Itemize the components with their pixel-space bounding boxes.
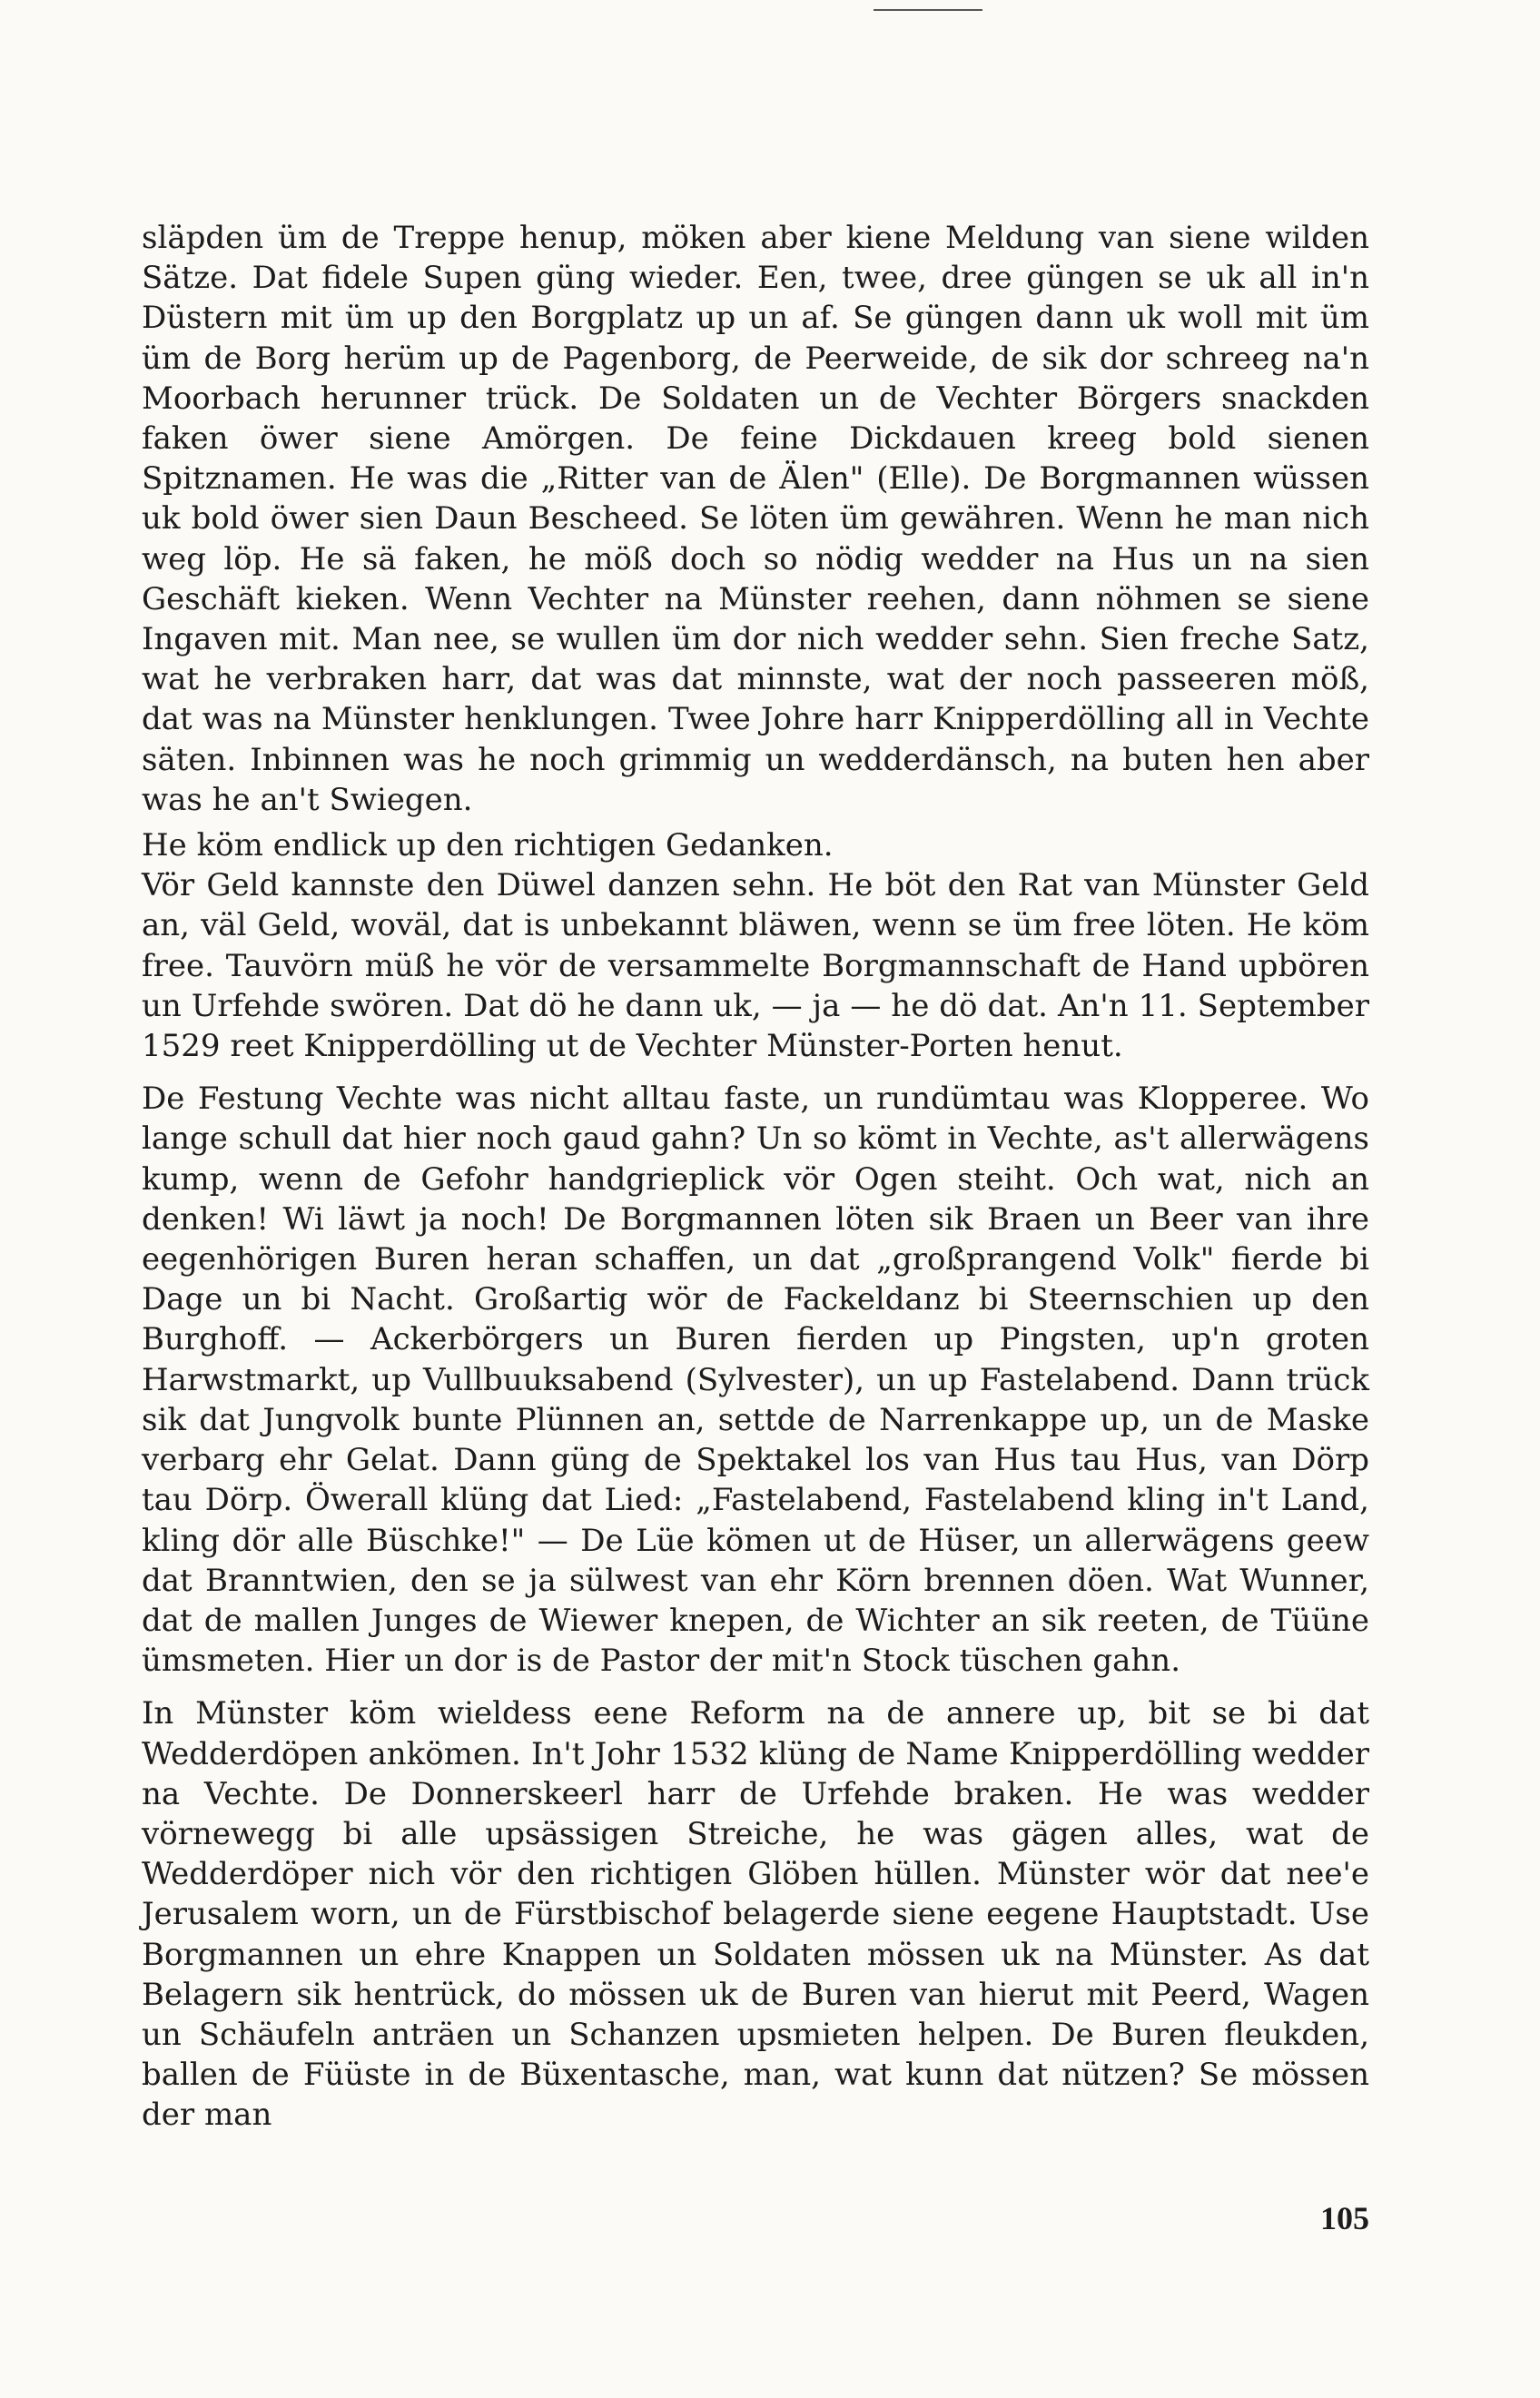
paragraph-4: De Festung Vechte was nicht alltau faste, un rundümtau was Klopperee. Wo lange schull dat hier noch gaud gahn? Un so kömt in Vechte, as't allerwägens kump, wenn de Gefohr handgrieplick vör Ogen steiht. Och wat, nich an denken! Wi läwt ja noch! De Borgmannen löten sik Braen un Beer van ihre eegenhörigen Buren heran schaffen, un dat „großprangend Volk" fierde bi Dage un bi Nacht. Großartig wör de Fackeldanz bi Steernschien up den Burghoff. — Ackerbörgers un Buren fierden up Pingsten, up'n groten Harwstmarkt, up Vullbuuksabend (Sylvester), un up Fastelabend. Dann trück sik dat Jungvolk bunte Plünnen an, settde de Narrenkappe up, un de Maske verbarg ehr Gelat. Dann güng de Spektakel los van Hus tau Hus, van Dörp tau Dörp. Öwerall klüng dat Lied: „Fastelabend, Fastelabend kling in't Land, kling dör alle Büschke!" — De Lüe kömen ut de Hüser, un allerwägens geew dat Branntwien, den se ja sülwest van ehr Körn brennen döen. Wat Wunner, dat de mallen Junges de Wiewer knepen, de Wichter an sik reeten, de Tüüne ümsmeten. Hier un dor is de Pastor der mit'n Stock tüschen gahn. bbox=[142, 1081, 1369, 1680]
top-rule bbox=[874, 9, 982, 11]
body-text bbox=[142, 218, 1369, 2136]
paragraph-1: släpden üm de Treppe henup, möken aber kiene Meldung van siene wilden Sätze. Dat fidele Supen güng wieder. Een, twee, dree güngen se uk all in'n Düstern mit üm up den Borgplatz up un af. Se güngen dann uk woll mit üm üm de Borg herüm up de Pagenborg, de Peerweide, de sik dor schreeg na'n Moorbach herunner trück. De Soldaten un de Vechter Börgers snackden faken öwer siene Amörgen. De feine Dickdauen kreeg bold sienen Spitznamen. He was die „Ritter van de Älen" (Elle). De Borgmannen wüssen uk bold öwer sien Daun Bescheed. Se löten üm gewähren. Wenn he man nich weg löp. He sä faken, he möß doch so nödig wedder na Hus un na sien Geschäft kieken. Wenn Vechter na Münster reehen, dann nöhmen se siene Ingaven mit. Man nee, se wullen üm dor nich wedder sehn. Sien freche Satz, wat he verbraken harr, dat was dat minnste, wat der noch passeeren möß, dat was na Münster henklungen. Twee Johre harr Knipperdölling all in Vechte säten. Inbinnen was he noch grimmig un wedderdänsch, na buten hen aber was he an't Swiegen. bbox=[142, 220, 1369, 818]
paragraph-2: He köm endlick up den richtigen Gedanken. bbox=[142, 827, 834, 864]
paragraph-5: In Münster köm wieldess eene Reform na de annere up, bit se bi dat Wedderdöpen ankömen. In't Johr 1532 klüng de Name Knipperdölling wedder na Vechte. De Donnerskeerl harr de Urfehde braken. He was wedder vörnewegg bi alle upsässigen Streiche, he was gägen alles, wat de Wedderdöper nich vör den richtigen Glöben hüllen. Münster wör dat nee'e Jerusalem worn, un de Fürstbischof belagerde siene eegene Hauptstadt. Use Borgmannen un ehre Knappen un Soldaten mössen uk na Münster. As dat Belagern sik hentrück, do mössen uk de Buren van hierut mit Peerd, Wagen un Schäufeln anträen un Schanzen upsmieten helpen. De Buren fleukden, ballen de Füüste in de Büxentasche, man, wat kunn dat nützen? Se mössen der man bbox=[142, 1695, 1369, 2134]
page-number: 105 bbox=[1320, 2200, 1369, 2236]
paragraph-3: Vör Geld kannste den Düwel danzen sehn. He böt den Rat van Münster Geld an, väl Geld, woväl, dat is unbekannt bläwen, wenn se üm free löten. He köm free. Tauvörn müß he vör de versammelte Borgmannschaft de Hand upbören un Urfehde swören. Dat dö he dann uk, — ja — he dö dat. An'n 11. September 1529 reet Knipperdölling ut de Vechter Münster-Porten henut. bbox=[142, 867, 1369, 1065]
